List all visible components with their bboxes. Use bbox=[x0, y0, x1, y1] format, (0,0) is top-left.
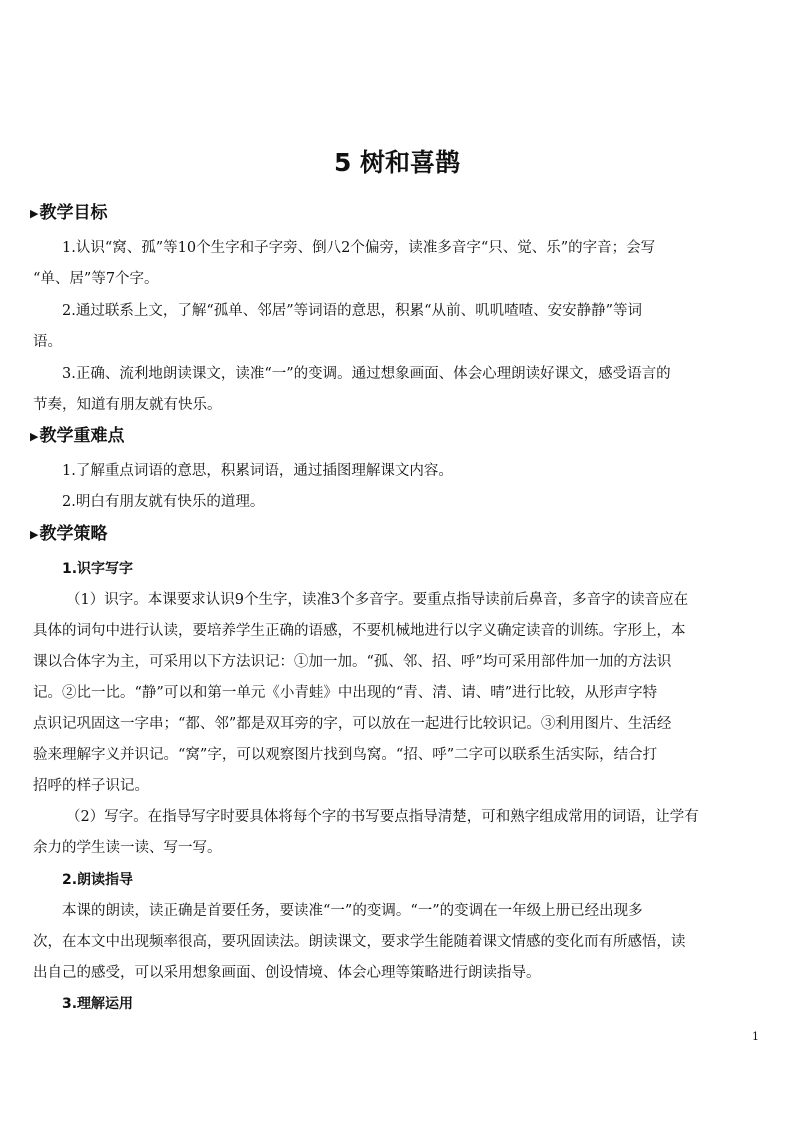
section-heading-text: 教学策略 bbox=[39, 524, 108, 544]
page-number: 1 bbox=[752, 1030, 759, 1043]
goal-line: 语。 bbox=[33, 334, 62, 350]
paragraph-line: 本课的朗读，读正确是首要任务，要读准“一”的变调。“一”的变调在一年级上册已经出现多 bbox=[62, 903, 643, 919]
goal-line: “单、居”等7个字。 bbox=[33, 271, 159, 287]
paragraph-line: 余力的学生读一读、写一写。 bbox=[33, 840, 222, 856]
paragraph-line: （2）写字。在指导写字时要具体将每个字的书写要点指导清楚，可和熟字组成常用的词语，让学有 bbox=[66, 809, 699, 825]
section-heading-goals bbox=[30, 200, 107, 227]
section-heading-strategy bbox=[30, 521, 107, 548]
triangle-bullet-icon: ▶ bbox=[30, 207, 39, 220]
section-heading-text: 教学目标 bbox=[39, 203, 108, 223]
paragraph-line: 点识记巩固这一字串；“都、邻”都是双耳旁的字，可以放在一起进行比较识记。③利用图片、生活经 bbox=[33, 716, 672, 732]
subheading-literacy: 1.识字写字 bbox=[62, 561, 134, 577]
section-heading-text: 教学重难点 bbox=[39, 426, 125, 446]
page-title: 5 树和喜鹊 bbox=[333, 148, 461, 177]
triangle-bullet-icon: ▶ bbox=[30, 528, 39, 541]
subheading-reading: 2.朗读指导 bbox=[62, 872, 134, 888]
goal-line: 节奏，知道有朋友就有快乐。 bbox=[33, 397, 222, 413]
paragraph-line: 次，在本文中出现频率很高，要巩固读法。朗读课文，要求学生能随着课文情感的变化而有所感悟，读 bbox=[33, 934, 686, 950]
key-point-line: 2.明白有朋友就有快乐的道理。 bbox=[62, 494, 265, 510]
section-heading-key-points bbox=[30, 423, 124, 450]
goal-line: 3.正确、流利地朗读课文，读准“一”的变调。通过想象画面、体会心理朗读好课文，感受语言的 bbox=[62, 366, 671, 382]
paragraph-line: 课以合体字为主，可采用以下方法识记：①加一加。“孤、邻、招、呼”均可采用部件加一加的方法识 bbox=[33, 654, 672, 670]
paragraph-line: （1）识字。本课要求认识9个生字，读准3个多音字。要重点指导读前后鼻音，多音字的读音应在 bbox=[66, 592, 689, 608]
paragraph-line: 验来理解字义并识记。“窝”字，可以观察图片找到鸟窝。“招、呼”二字可以联系生活实际，结合打 bbox=[33, 747, 658, 763]
goal-line: 1.认识“窝、孤”等10个生字和子字旁、倒八2个偏旁，读准多音字“只、觉、乐”的字音；会写 bbox=[62, 240, 656, 256]
key-point-line: 1.了解重点词语的意思，积累词语，通过插图理解课文内容。 bbox=[62, 463, 453, 479]
triangle-bullet-icon: ▶ bbox=[30, 430, 39, 443]
paragraph-line: 招呼的样子识记。 bbox=[33, 778, 149, 794]
paragraph-line: 记。②比一比。“静”可以和第一单元《小青蛙》中出现的“青、清、请、晴”进行比较，从形声字特 bbox=[33, 685, 658, 701]
subheading-application: 3.理解运用 bbox=[62, 996, 134, 1012]
paragraph-line: 出自己的感受，可以采用想象画面、创设情境、体会心理等策略进行朗读指导。 bbox=[33, 965, 541, 981]
goal-line: 2.通过联系上文，了解“孤单、邻居”等词语的意思，积累“从前、叽叽喳喳、安安静静”等词 bbox=[62, 303, 642, 319]
paragraph-line: 具体的词句中进行认读，要培养学生正确的语感，不要机械地进行以字义确定读音的训练。字形上，本 bbox=[33, 623, 686, 639]
